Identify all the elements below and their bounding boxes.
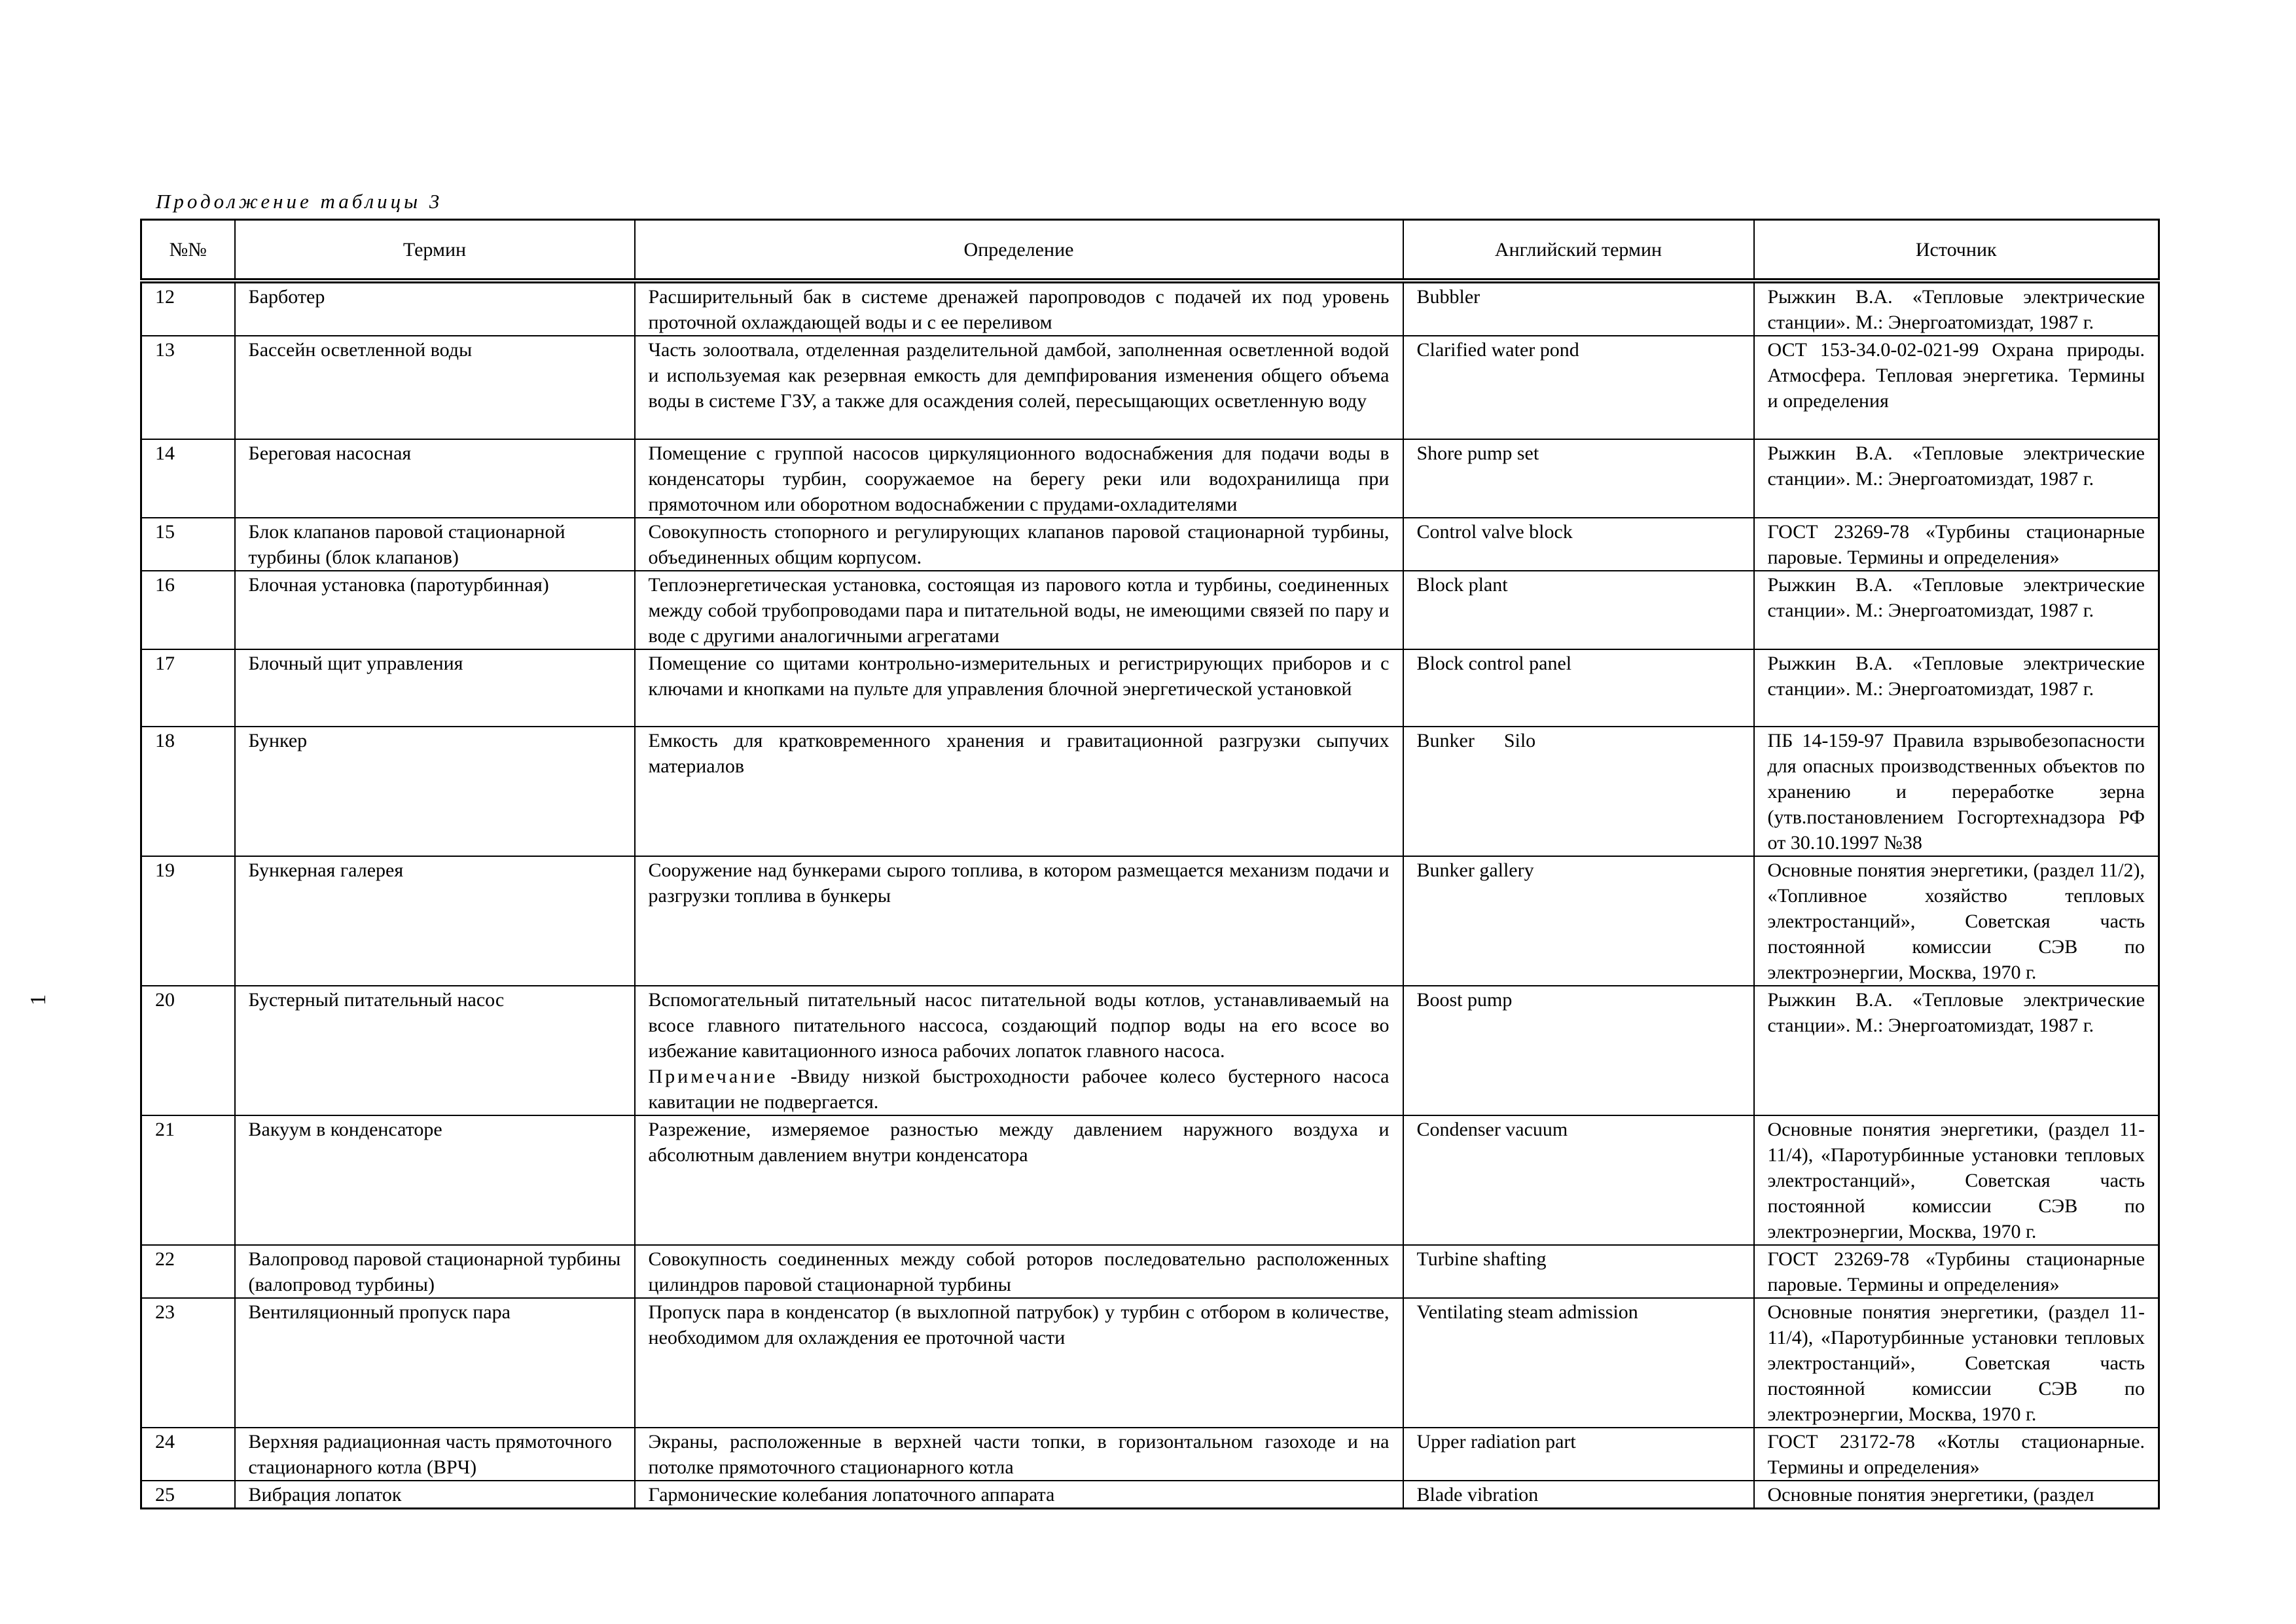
cell-term: Береговая насосная bbox=[235, 439, 635, 518]
header-row bbox=[141, 220, 2159, 281]
cell-num: 19 bbox=[141, 856, 235, 986]
table-row bbox=[141, 727, 2159, 856]
note-label: Примечание bbox=[648, 1066, 778, 1087]
table-row bbox=[141, 571, 2159, 649]
cell-term: Вакуум в конденсаторе bbox=[235, 1115, 635, 1245]
cell-source: Рыжкин В.А. «Тепловые электрические станции». М.: Энергоатомиздат, 1987 г. bbox=[1754, 281, 2159, 336]
cell-term: Блочная установка (паротурбинная) bbox=[235, 571, 635, 649]
cell-definition: Экраны, расположенные в верхней части топки, в горизонтальном газоходе и на потолке прямоточного стационарного котла bbox=[635, 1428, 1403, 1481]
table-row bbox=[141, 856, 2159, 986]
table-row bbox=[141, 1481, 2159, 1509]
cell-definition: Часть золоотвала, отделенная разделительной дамбой, заполненная осветленной водой и используемая как резервная емкость для демпфирования изменения общего объема воды в системе ГЗУ, а также для осаждения солей, пересыщающих осветленную воду bbox=[635, 336, 1403, 439]
cell-definition: Помещение с группой насосов циркуляционного водоснабжения для подачи воды в конденсаторы турбин, сооружаемое на берегу реки или водохранилища при прямоточном или оборотном водоснабжении с прудами-охладителями bbox=[635, 439, 1403, 518]
cell-definition: Емкость для кратковременного хранения и гравитационной разгрузки сыпучих материалов bbox=[635, 727, 1403, 856]
table-row bbox=[141, 649, 2159, 727]
cell-num: 24 bbox=[141, 1428, 235, 1481]
definition-text: Вспомогательный питательный насос питательной воды котлов, устанавливаемый на всосе главного питательного нассоса, создающий подпор воды на его всосе во избежание кавитационного износа рабочих лопаток главного насоса. bbox=[648, 989, 1390, 1062]
table-row bbox=[141, 1428, 2159, 1481]
cell-num: 12 bbox=[141, 281, 235, 336]
table-row bbox=[141, 1115, 2159, 1245]
cell-source: ПБ 14-159-97 Правила взрывобезопасности для опасных производственных объектов по хранению и переработке зерна (утв.постановлением Госгортехнадзора РФ от 30.10.1997 №38 bbox=[1754, 727, 2159, 856]
cell-term: Блочный щит управления bbox=[235, 649, 635, 727]
header-english: Английский термин bbox=[1403, 220, 1754, 281]
cell-definition: Гармонические колебания лопаточного аппарата bbox=[635, 1481, 1403, 1509]
cell-definition: Расширительный бак в системе дренажей паропроводов с подачей их под уровень проточной охлаждающей воды и с ее переливом bbox=[635, 281, 1403, 336]
cell-term: Вентиляционный пропуск пара bbox=[235, 1298, 635, 1428]
header-term: Термин bbox=[235, 220, 635, 281]
cell-num: 16 bbox=[141, 571, 235, 649]
cell-num: 13 bbox=[141, 336, 235, 439]
cell-definition: Теплоэнергетическая установка, состоящая из парового котла и турбины, соединенных между собой трубопроводами пара и питательной воды, не имеющими связей по пару и воде с другими аналогичными агрегатами bbox=[635, 571, 1403, 649]
cell-num: 23 bbox=[141, 1298, 235, 1428]
cell-source: Рыжкин В.А. «Тепловые электрические станции». М.: Энергоатомиздат, 1987 г. bbox=[1754, 439, 2159, 518]
header-source: Источник bbox=[1754, 220, 2159, 281]
cell-term: Бассейн осветленной воды bbox=[235, 336, 635, 439]
table-row bbox=[141, 336, 2159, 439]
cell-num: 21 bbox=[141, 1115, 235, 1245]
cell-english: Turbine shafting bbox=[1403, 1245, 1754, 1298]
cell-english: Boost pump bbox=[1403, 986, 1754, 1115]
cell-definition bbox=[635, 986, 1403, 1115]
cell-source: ОСТ 153-34.0-02-021-99 Охрана природы. Атмосфера. Тепловая энергетика. Термины и определения bbox=[1754, 336, 2159, 439]
table-header bbox=[141, 220, 2159, 281]
cell-source: ГОСТ 23172-78 «Котлы стационарные. Термины и определения» bbox=[1754, 1428, 2159, 1481]
note-text: -Ввиду низкой быстроходности рабочее колесо бустерного насоса кавитации не подвергается. bbox=[648, 1066, 1390, 1113]
cell-source: Рыжкин В.А. «Тепловые электрические станции». М.: Энергоатомиздат, 1987 г. bbox=[1754, 571, 2159, 649]
cell-num: 18 bbox=[141, 727, 235, 856]
header-definition: Определение bbox=[635, 220, 1403, 281]
cell-term: Бункерная галерея bbox=[235, 856, 635, 986]
cell-english: Clarified water pond bbox=[1403, 336, 1754, 439]
cell-english: Condenser vacuum bbox=[1403, 1115, 1754, 1245]
table-row bbox=[141, 1298, 2159, 1428]
cell-definition: Совокупность соединенных между собой роторов последовательно расположенных цилиндров паровой стационарной турбины bbox=[635, 1245, 1403, 1298]
cell-definition: Совокупность стопорного и регулирующих клапанов паровой стационарной турбины, объединенных общим корпусом. bbox=[635, 518, 1403, 571]
cell-definition: Разрежение, измеряемое разностью между давлением наружного воздуха и абсолютным давлением внутри конденсатора bbox=[635, 1115, 1403, 1245]
cell-definition: Сооружение над бункерами сырого топлива, в котором размещается механизм подачи и разгрузки топлива в бункеры bbox=[635, 856, 1403, 986]
cell-source: Рыжкин В.А. «Тепловые электрические станции». М.: Энергоатомиздат, 1987 г. bbox=[1754, 986, 2159, 1115]
page-side-mark: 1 bbox=[26, 994, 50, 1005]
cell-source: ГОСТ 23269-78 «Турбины стационарные паровые. Термины и определения» bbox=[1754, 1245, 2159, 1298]
table-caption: Продолжение таблицы 3 bbox=[156, 190, 443, 213]
table-body bbox=[141, 281, 2159, 1509]
header-num: №№ bbox=[141, 220, 235, 281]
cell-english: Shore pump set bbox=[1403, 439, 1754, 518]
cell-num: 15 bbox=[141, 518, 235, 571]
cell-source: Рыжкин В.А. «Тепловые электрические станции». М.: Энергоатомиздат, 1987 г. bbox=[1754, 649, 2159, 727]
table-row bbox=[141, 1245, 2159, 1298]
cell-source: Основные понятия энергетики, (раздел 11-11/4), «Паротурбинные установки тепловых электростанций», Советская часть постоянной комиссии СЭВ по электроэнергии, Москва, 1970 г. bbox=[1754, 1298, 2159, 1428]
cell-term: Барботер bbox=[235, 281, 635, 336]
table-row bbox=[141, 518, 2159, 571]
cell-term: Валопровод паровой стационарной турбины (валопровод турбины) bbox=[235, 1245, 635, 1298]
terms-table bbox=[140, 219, 2160, 1509]
cell-english: Ventilating steam admission bbox=[1403, 1298, 1754, 1428]
cell-num: 20 bbox=[141, 986, 235, 1115]
cell-source: Основные понятия энергетики, (раздел 11/2), «Топливное хозяйство тепловых электростанций», Советская часть постоянной комиссии СЭВ по электроэнергии, Москва, 1970 г. bbox=[1754, 856, 2159, 986]
cell-english: Block control panel bbox=[1403, 649, 1754, 727]
cell-english: Control valve block bbox=[1403, 518, 1754, 571]
cell-definition: Пропуск пара в конденсатор (в выхлопной патрубок) у турбин с отбором в количестве, необходимом для охлаждения ее проточной части bbox=[635, 1298, 1403, 1428]
cell-num: 14 bbox=[141, 439, 235, 518]
table-row bbox=[141, 439, 2159, 518]
cell-source: Основные понятия энергетики, (раздел 11-11/4), «Паротурбинные установки тепловых электростанций», Советская часть постоянной комиссии СЭВ по электроэнергии, Москва, 1970 г. bbox=[1754, 1115, 2159, 1245]
cell-term: Верхняя радиационная часть прямоточного стационарного котла (ВРЧ) bbox=[235, 1428, 635, 1481]
cell-num: 22 bbox=[141, 1245, 235, 1298]
table-row bbox=[141, 281, 2159, 336]
cell-num: 25 bbox=[141, 1481, 235, 1509]
cell-term: Блок клапанов паровой стационарной турбины (блок клапанов) bbox=[235, 518, 635, 571]
cell-english: Bunker Silo bbox=[1403, 727, 1754, 856]
cell-source: ГОСТ 23269-78 «Турбины стационарные паровые. Термины и определения» bbox=[1754, 518, 2159, 571]
cell-english: Blade vibration bbox=[1403, 1481, 1754, 1509]
cell-english: Upper radiation part bbox=[1403, 1428, 1754, 1481]
cell-english: Block plant bbox=[1403, 571, 1754, 649]
cell-term: Бункер bbox=[235, 727, 635, 856]
cell-term: Вибрация лопаток bbox=[235, 1481, 635, 1509]
cell-english: Bubbler bbox=[1403, 281, 1754, 336]
cell-definition: Помещение со щитами контрольно-измерительных и регистрирующих приборов и с ключами и кнопками на пульте для управления блочной энергетической установкой bbox=[635, 649, 1403, 727]
cell-term: Бустерный питательный насос bbox=[235, 986, 635, 1115]
table-row bbox=[141, 986, 2159, 1115]
cell-source: Основные понятия энергетики, (раздел bbox=[1754, 1481, 2159, 1509]
cell-num: 17 bbox=[141, 649, 235, 727]
cell-english: Bunker gallery bbox=[1403, 856, 1754, 986]
